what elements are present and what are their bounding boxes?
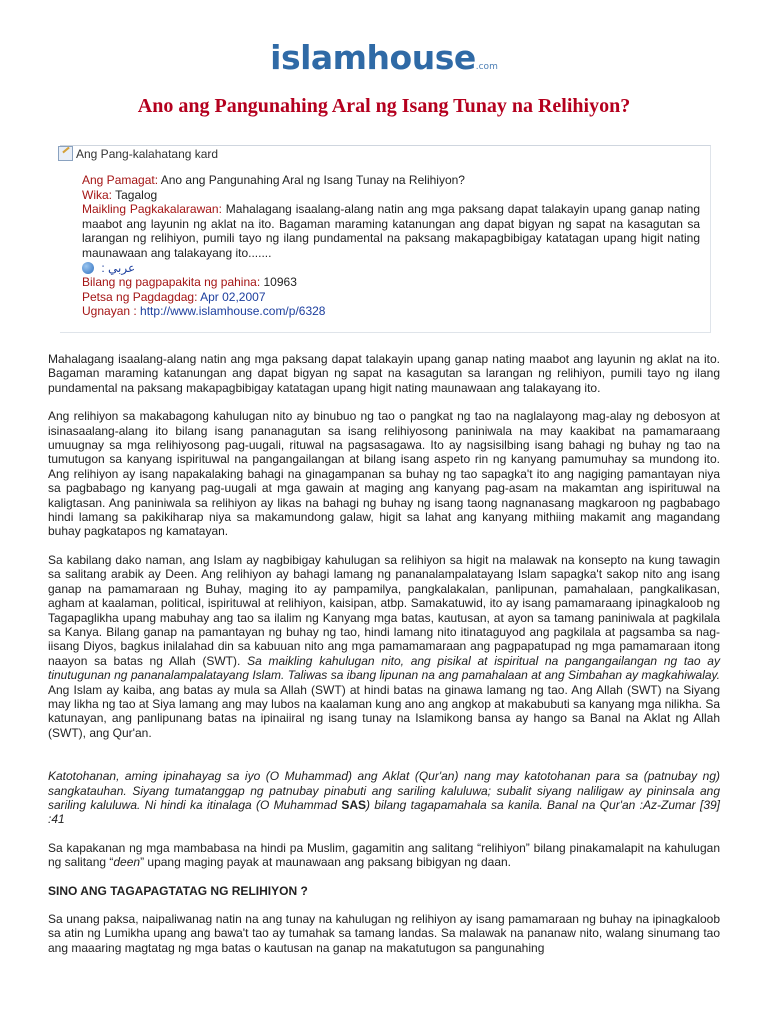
card-date-label: Petsa ng Pagdagdag: <box>82 289 198 304</box>
paragraph-islam-deen-part1: Sa kabilang dako naman, ang Islam ay nagbibigay kahulugan sa relihiyon sa higit na malawak na konsepto na kung tawagin sa salitang arabik ay Deen. Ang relihiyon ay bahagi lamang ng pananalampalatayang Islam sapagka't sakop nito ang isang ganap na pamamaraan ng Buhay, maging ito ay pampamilya, pangkalakalan, panlipunan, pamahalaan, pangkalikasan, agham at kaalaman, political, ispirituwal at relihiyon, kaisipan, atbp. Samakatuwid, ito ay isang pamamaraang ipinagkaloob ng Tagapaglikha upang mabuhay ang tao sa ilalim ng Kanyang mga batas, kautusan, at ayon sa tamang paniniwala at pagkilala sa Kanya. Bilang ganap na pamantayan ng buhay ng tao, hindi lamang nito itinataguyod ang pagkilala at pagsamba sa nag-iisang Diyos, bagkus inilalahad din sa kabuuan nito ang mga pamamamaraan ang pagpapatupad ng mga pamamaraan itong naayon sa batas ng Allah (SWT). <box>48 552 720 668</box>
card-link-label: Ugnayan : <box>82 304 137 319</box>
card-title-value: Ano ang Pangunahing Aral ng Isang Tunay na Relihiyon? <box>160 173 465 187</box>
card-views-label: Bilang ng pagpapakita ng pahina: <box>82 275 261 290</box>
paragraph-deen-usage <box>48 841 720 870</box>
quran-quote-sas: SAS <box>341 797 367 812</box>
card-other-language-row[interactable] <box>82 261 700 276</box>
article-body <box>48 352 720 955</box>
card-link-value[interactable]: http://www.islamhouse.com/p/6328 <box>140 304 326 319</box>
quran-quote <box>48 769 720 827</box>
islamhouse-logo[interactable] <box>0 38 768 77</box>
card-description-value: Mahalagang isaalang-alang natin ang mga paksang dapat talakayin upang ganap nating maabot ang layunin ng aklat na ito. Bagaman maraming katanungan ang dapat bigyan ng sapat na kasagutan sa larangan ng relihiyon, pumili tayo ng ilang pundamental na paksang makapagbibigay katatagan upang higit nating maunawaan ang talakayang ito....... <box>82 202 701 260</box>
section-heading: SINO ANG TAGAPAGTATAG NG RELIHIYON ? <box>48 883 308 898</box>
paragraph-deen-word: deen <box>113 855 141 870</box>
card-body <box>82 173 700 319</box>
card-title-label: Ang Pamagat: <box>82 173 159 187</box>
quran-quote-part1: Katotohanan, aming ipinahayag sa iyo (O Muhammad) ang Aklat (Qur'an) nang may katotohanan para sa (patnubay ng) sangkatauhan. Siyang tumatanggap ng patnubay pinabuti ang sariling kaluluwa; subalit siyang naliligaw ay pininsala ang sariling kaluluwa. Ni hindi ka itinalaga (O Muhammad <box>48 769 720 812</box>
card-views-value: 10963 <box>263 275 297 290</box>
card-language-value: Tagalog <box>115 187 158 202</box>
paragraph-founder: Sa unang paksa, naipaliwanag natin na ang tunay na kahulugan ng relihiyon ay isang pamamaraan ng buhay na ipinagkaloob sa atin ng Lumikha upang ang bawa't tao ay tumahak sa tamang landas. Sa malawak na pananaw nito, walang sinumang tao ang maaaring magtatag ng mga batas o kautusan na ganap na makatutugon sa pangunahing <box>48 912 720 955</box>
logo-suffix: .com <box>475 62 498 72</box>
paragraph-deen-usage-part1: Sa kapakanan ng mga mambabasa na hindi pa Muslim, gagamitin ang salitang “relihiyon” bilang pinakamalapit na kahulugan ng salitang “ <box>48 840 720 870</box>
card-title-row <box>82 173 700 188</box>
card-language-label: Wika: <box>82 187 112 202</box>
paragraph-intro: Mahalagang isaalang-alang natin ang mga paksang dapat talakayin upang ganap nating maabot ang layunin ng aklat na ito. Bagaman maraming katanungan ang dapat bigyan ng sapat na kasagutan sa larangan ng relihiyon, pumili tayo ng ilang pundamental na paksang makapagbibigay katatagan upang higit nating maunawaan ang talakayang ito. <box>48 352 720 395</box>
summary-card <box>60 145 711 333</box>
globe-icon <box>82 262 94 274</box>
card-description-label: Maikling Pagkakalarawan: <box>82 202 222 217</box>
card-link-row <box>82 304 700 319</box>
paragraph-deen-usage-part2: ” upang maging payak at maunawaan ang paksang bibigyan ng daan. <box>140 855 512 870</box>
card-date-value: Apr 02,2007 <box>200 289 266 304</box>
paragraph-religion-meaning: Ang relihiyon sa makabagong kahulugan nito ay binubuo ng tao o pangkat ng tao na naglalayong mag-alay ng debosyon at isinasaalang-alang ito bilang isang pananagutan sa isang relihiyosong paniniwala na may kaakibat na pamamaraang umuugnay sa mga relihiyosong pag-uugali, rituwal na pagsasagawa. Ito ay nagsisilbing isang bahagi ng buhay ng tao na tumutugon sa kanyang ispirituwal na pangangailangan at bilang isang aspeto rin ng kanyang pamumuhay sa mundong ito. Ang relihiyon ay isang napakalaking bahagi na ginagampanan sa buhay ng tao sapagka't ito ang nagiging pamantayan niya sa pagbabago ng kanyang pag-uugali at mga gawain at maging ang kanyang pag-asam na makamtan ang ispirituwal na kaligtasan. Ang paniniwala sa relihiyon ay likas na bahagi ng buhay ng isang taong nagnanasang magkaroon ng pagbabago hindi lamang sa pakikiharap niya sa makamundong galaw, higit sa lahat ang kanyang mithiing makamit ang magandang buhay pagkatapos ng kamatayan. <box>48 409 720 539</box>
card-header <box>58 146 221 161</box>
card-views-row <box>82 275 700 290</box>
paragraph-islam-deen <box>48 553 720 740</box>
card-date-row <box>82 290 700 305</box>
page-title: Ano ang Pangunahing Aral ng Isang Tunay na Relihiyon? <box>137 95 631 117</box>
paragraph-islam-deen-part2: Ang Islam ay kaiba, ang batas ay mula sa Allah (SWT) at hindi batas na ginawa lamang ng tao. Ang Allah (SWT) na Siyang may likha ng tao at Siya lamang ang may lubos na kaalaman kung ano ang angkop at makabubuti sa kanyang mga nilikha. Sa katunayan, ang panlipunang batas na ipinaiiral ng isang tunay na Islamikong bansa ay hango sa Banal na Aklat ng Allah (SWT), ang Qur'an. <box>48 682 720 740</box>
arabic-language-link[interactable]: عربي : <box>101 260 136 275</box>
paragraph-islam-deen-italic: Sa maikling kahulugan nito, ang pisikal at ispiritual na pangangailangan ng tao ay tinutugunan ng pananalampalatayang Islam. Taliwas sa ibang lipunan na ang pamahalaan at ang Simbahan ay magkahiwalay. <box>48 653 720 683</box>
card-description-row <box>82 202 700 260</box>
card-language-row <box>82 188 700 203</box>
card-header-label: Ang Pang-kalahatang kard <box>76 146 219 161</box>
quran-quote-part2: ) bilang tagapamahala sa kanila. Banal na Qur'an :Az-Zumar [39] :41 <box>48 797 720 827</box>
logo-name: islamhouse <box>270 38 476 77</box>
edit-card-icon <box>58 146 73 161</box>
